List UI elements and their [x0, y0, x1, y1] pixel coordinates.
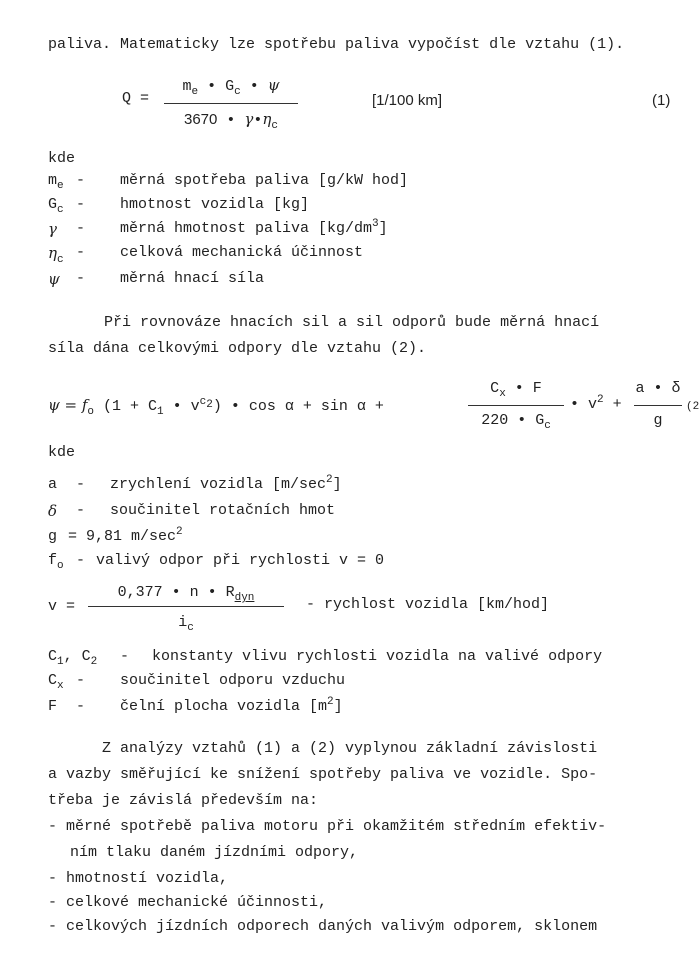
def-a: a - zrychlení vozidla $[m/\sec^2]$ [48, 474, 342, 493]
def-eta: $\eta_c$ - celková mechanická účinnost [48, 244, 364, 266]
v-lhs: v = [48, 598, 76, 615]
def-tail: ] [332, 476, 342, 493]
v-fraction-bar [88, 606, 284, 607]
def-gc: $G_c$ - hmotnost vozidla [kg] [48, 196, 310, 216]
def-symbol: f [48, 552, 58, 569]
def-symbol: C [48, 672, 58, 689]
eq2-mid [570, 396, 622, 414]
eq2-main [48, 396, 384, 416]
def-symbol: G [48, 196, 58, 213]
def-me: $m_e$ - měrná spotřeba paliva [g/kW hod] [48, 172, 409, 192]
eq1-den-dot2: • [253, 112, 263, 129]
def-psi: ψ - měrná hnací síla [48, 270, 265, 288]
eq2-exp-sub: 2 [206, 399, 213, 412]
def-cx: $C_x$ - součinitel odporu vzduchu [48, 672, 346, 692]
eq1-dot1: • [207, 78, 217, 95]
eq2-v-sup: 2 [597, 394, 604, 406]
def-text: součinitel rotačních hmot [110, 502, 336, 519]
def-sup: 2 [327, 696, 334, 708]
eq1-label: (1) [652, 92, 671, 109]
eq1-const: 3670 [183, 111, 218, 128]
v-num-sub: dyn [234, 592, 255, 604]
para1-line1: Při rovnováze hnacích sil a sil odporů bude měrná hnací [104, 314, 600, 331]
eq1-numerator [162, 76, 300, 98]
eq2-plus: + [612, 396, 622, 413]
eq1-dot2: • [249, 78, 259, 95]
def-gamma: γ - měrná hmotnost paliva $[kg/dm^3]$ [48, 218, 388, 238]
def-text: čelní plocha vozidla [m [120, 698, 328, 715]
eq1-me: m [182, 78, 192, 95]
eq2-cx-sub: x [499, 388, 506, 400]
def-text: zrychlení vozidla [m/sec [110, 476, 327, 493]
def-symbol: C [48, 648, 58, 665]
v-denominator [86, 614, 286, 634]
def-text: hmotnost vozidla [kg] [120, 196, 310, 213]
eq1-denominator [162, 110, 300, 132]
para2-line5: ním tlaku daném jízdními odpory, [70, 844, 359, 861]
v-den-text: i [178, 614, 188, 631]
def-sup: 2 [176, 526, 183, 538]
def-sup: 2 [326, 474, 333, 486]
para2-line3: třeba je závislá především na: [48, 792, 319, 809]
eq2-frac1-den [466, 412, 566, 432]
eq2-exp-c: c [199, 396, 207, 408]
eq2-frac2-num: a • δ [635, 380, 681, 397]
para1-line2: síla dána celkovými odpory dle vztahu (2). [48, 340, 427, 357]
def-symbol-sub: c [57, 204, 64, 216]
def-symbol-2: , C [63, 648, 91, 665]
eq1-den-dot: • [226, 112, 236, 129]
eq1-gc-sub: c [234, 86, 241, 98]
para2-line2: a vazby směřující ke snížení spotřeby paliva ve vozidle. Spo- [48, 766, 598, 783]
def-delta: δ - součinitel rotačních hmot [48, 502, 336, 520]
def-f: F - čelní plocha vozidla $[m^2]$ [48, 696, 343, 715]
eq1-eta-sub: c [271, 120, 278, 132]
def-symbol: a [48, 476, 58, 493]
v-den-sub: c [187, 622, 194, 634]
def-tail: ] [378, 220, 388, 237]
def-text: měrná hnací síla [120, 270, 265, 287]
eq2-v: • v [570, 396, 598, 413]
def-symbol-sub: 1 [57, 656, 64, 668]
eq1-lhs: Q = [122, 90, 150, 107]
def-text: valivý odpor při rychlosti v = 0 [96, 552, 385, 569]
eq2-gc-sub: c [544, 420, 551, 432]
v-numerator [86, 584, 286, 604]
eq2-label: (2 [686, 401, 700, 413]
def-symbol: m [48, 172, 58, 189]
eq1-unit: [1/100 km] [372, 92, 443, 109]
def-fo: $f_o$ - valivý odpor při rychlosti v = 0 [48, 552, 385, 572]
def-symbol: g [48, 528, 58, 545]
eq1-fraction-bar [164, 103, 298, 104]
kde-1: kde [48, 150, 76, 167]
para2-line1: Z analýzy vztahů (1) a (2) vyplynou základní závislosti [102, 740, 598, 757]
def-symbol: γ [48, 220, 57, 238]
eq2-frac2-den: g [653, 412, 663, 429]
eq1-psi: ψ [267, 76, 280, 94]
def-symbol: η [48, 244, 57, 262]
para2-line8: - celkových jízdních odporech daných valivým odporem, sklonem [48, 918, 598, 935]
v-num-text: 0,377 • n • R [117, 584, 235, 601]
eq2-part3: ) • cos α + sin α + [212, 398, 384, 415]
eq1-eta: η [262, 110, 272, 128]
def-symbol-sub: c [57, 254, 64, 266]
def-symbol-sub: e [57, 180, 64, 192]
def-sup: 3 [372, 218, 379, 230]
def-symbol: δ [48, 502, 58, 520]
def-symbol-sub: x [57, 680, 64, 692]
eq2-cx: C [490, 380, 500, 397]
def-symbol: ψ [48, 270, 60, 288]
def-text: měrná spotřeba paliva [g/kW hod] [120, 172, 409, 189]
eq2-frac1-num [466, 380, 566, 400]
def-symbol-sub-2: 2 [90, 656, 98, 668]
para2-line4: - měrné spotřebě paliva motoru při okamžitém středním efektiv- [48, 818, 607, 835]
def-c1c2: $C_1$, $C_2$ - konstanty vlivu rychlosti vozidla na valivé odpory [48, 648, 603, 668]
def-text: celková mechanická účinnost [120, 244, 364, 261]
def-symbol-sub: o [57, 560, 64, 572]
def-text: součinitel odporu vzduchu [120, 672, 346, 689]
eq2-frac2-bar [634, 405, 682, 406]
def-tail: ] [333, 698, 343, 715]
def-text: měrná hmotnost paliva [kg/dm [120, 220, 373, 237]
intro-line: paliva. Matematicky lze spotřebu paliva vypočíst dle vztahu (1). [48, 36, 625, 53]
eq1-me-sub: e [191, 86, 199, 98]
kde-2: kde [48, 444, 76, 461]
eq2-part2: • v [163, 398, 200, 415]
eq2-part1-sub: 1 [157, 406, 164, 418]
eq2-lhs: ψ = f [48, 396, 88, 414]
eq2-frac1-bar [468, 405, 564, 406]
def-g [48, 526, 183, 546]
eq2-220gc: 220 • G [481, 412, 545, 429]
eq1-gc: G [225, 78, 235, 95]
v-text: - rychlost vozidla [km/hod] [306, 596, 550, 613]
para2-line6: - hmotností vozidla, [48, 870, 229, 887]
eq2-f: • F [505, 380, 542, 397]
eq2-lhs-sub: o [87, 406, 95, 418]
para2-line7: - celkové mechanické účinnosti, [48, 894, 328, 911]
eq1-gamma: γ [244, 110, 254, 128]
def-symbol: F [48, 698, 58, 715]
def-text: = 9,81 m/sec [68, 528, 177, 545]
eq2-part1: (1 + C [94, 398, 158, 415]
def-text: konstanty vlivu rychlosti vozidla na valivé odpory [152, 648, 603, 665]
